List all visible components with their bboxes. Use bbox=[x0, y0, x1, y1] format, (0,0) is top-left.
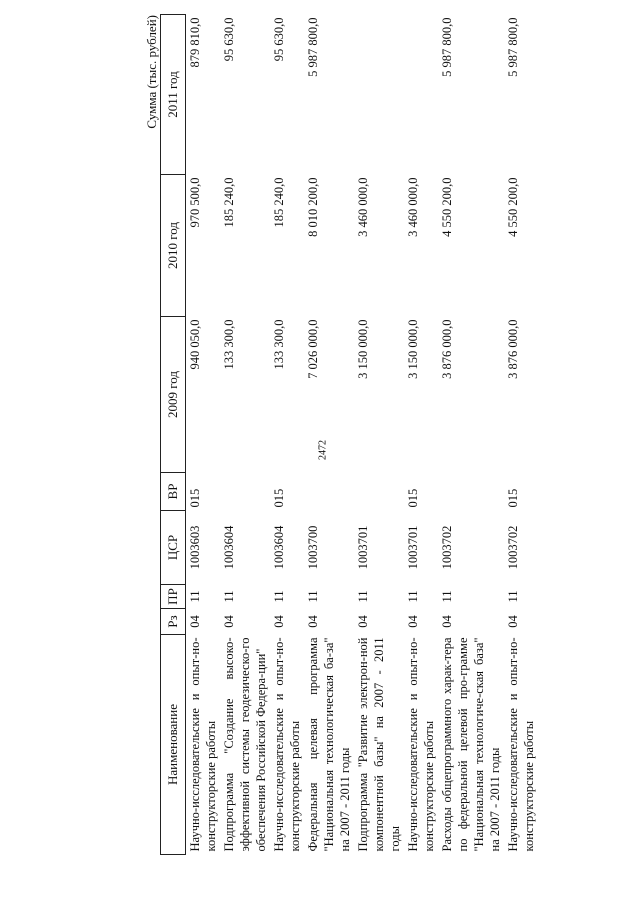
row-csr: 1003603 bbox=[188, 525, 202, 570]
header-2011: 2011 год bbox=[161, 15, 186, 175]
row-vr bbox=[438, 473, 504, 511]
row-rz: 04 bbox=[222, 615, 236, 628]
row-2010: 3 460 000,0 bbox=[356, 177, 370, 237]
row-vr bbox=[354, 473, 404, 511]
row-2011: 95 630,0 bbox=[272, 17, 286, 62]
header-2010: 2010 год bbox=[161, 175, 186, 317]
row-vr: 015 bbox=[188, 488, 202, 508]
row-rz: 04 bbox=[440, 615, 454, 628]
row-csr: 1003702 bbox=[506, 525, 520, 570]
table-row bbox=[270, 15, 304, 855]
row-2010: 4 550 200,0 bbox=[506, 177, 520, 237]
row-2009: 7 026 000,0 bbox=[306, 319, 320, 379]
row-rz: 04 bbox=[272, 615, 286, 628]
table-row bbox=[354, 15, 404, 855]
table-header-row bbox=[161, 15, 186, 855]
row-2011: 95 630,0 bbox=[222, 17, 236, 62]
table-row bbox=[404, 15, 438, 855]
row-2010: 8 010 200,0 bbox=[306, 177, 320, 237]
row-csr: 1003604 bbox=[272, 525, 286, 570]
row-csr: 1003702 bbox=[440, 525, 454, 570]
page-number: 2472 bbox=[317, 440, 329, 460]
row-name: Научно-исследовательские и опыт-но-конструкторские работы bbox=[406, 637, 436, 852]
row-csr: 1003700 bbox=[306, 525, 320, 570]
row-2011: 879 810,0 bbox=[188, 17, 202, 68]
row-2011: 5 987 800,0 bbox=[506, 17, 520, 77]
row-pr: 11 bbox=[440, 590, 454, 603]
row-rz: 04 bbox=[506, 615, 520, 628]
row-2009: 3 876 000,0 bbox=[506, 319, 520, 379]
row-2010: 185 240,0 bbox=[272, 177, 286, 228]
row-2011 bbox=[354, 15, 404, 175]
row-name: Научно-исследовательские и опыт-но-конструкторские работы bbox=[188, 637, 218, 852]
header-csr: ЦСР bbox=[161, 511, 186, 585]
row-pr: 11 bbox=[306, 590, 320, 603]
row-csr: 1003604 bbox=[222, 525, 236, 570]
row-2011: 5 987 800,0 bbox=[440, 17, 454, 77]
row-vr bbox=[304, 473, 354, 511]
row-vr: 015 bbox=[272, 488, 286, 508]
header-2009: 2009 год bbox=[161, 317, 186, 473]
row-name: Федеральная целевая программа "Национальная технологическая ба-за" на 2007 - 2011 годы bbox=[306, 637, 352, 852]
row-name: Подпрограмма "Создание высоко-эффективной системы геодезическо-го обеспечения Российской Федера-ции" bbox=[222, 637, 268, 852]
budget-table bbox=[160, 14, 538, 855]
row-csr: 1003701 bbox=[406, 525, 420, 570]
row-pr: 11 bbox=[272, 590, 286, 603]
row-rz: 04 bbox=[406, 615, 420, 628]
row-name: Научно-исследовательские и опыт-но-конструкторские работы bbox=[506, 637, 536, 852]
row-name: Научно-исследовательские и опыт-но-конструкторские работы bbox=[272, 637, 302, 852]
header-vr: ВР bbox=[161, 473, 186, 511]
row-csr: 1003701 bbox=[356, 525, 370, 570]
row-2009: 133 300,0 bbox=[272, 319, 286, 370]
units-label: Сумма (тыс. рублей) bbox=[144, 15, 159, 129]
table-row bbox=[438, 15, 504, 855]
row-2009: 3 876 000,0 bbox=[440, 319, 454, 379]
row-2009: 940 050,0 bbox=[188, 319, 202, 370]
row-pr: 11 bbox=[222, 590, 236, 603]
row-vr: 015 bbox=[506, 488, 520, 508]
header-rz: Рз bbox=[161, 609, 186, 635]
row-pr: 11 bbox=[188, 590, 202, 603]
row-2009: 3 150 000,0 bbox=[356, 319, 370, 379]
row-pr: 11 bbox=[406, 590, 420, 603]
row-2009: 133 300,0 bbox=[222, 319, 236, 370]
row-2010: 185 240,0 bbox=[222, 177, 236, 228]
row-2009: 3 150 000,0 bbox=[406, 319, 420, 379]
row-2010: 3 460 000,0 bbox=[406, 177, 420, 237]
row-2011 bbox=[404, 15, 438, 175]
row-rz: 04 bbox=[356, 615, 370, 628]
row-rz: 04 bbox=[306, 615, 320, 628]
header-pr: ПР bbox=[161, 585, 186, 609]
row-pr: 11 bbox=[506, 590, 520, 603]
row-2010: 4 550 200,0 bbox=[440, 177, 454, 237]
row-vr bbox=[220, 473, 270, 511]
row-rz: 04 bbox=[188, 615, 202, 628]
row-2010: 970 500,0 bbox=[188, 177, 202, 228]
rotated-page-content bbox=[120, 15, 560, 855]
table-row bbox=[504, 15, 538, 855]
table-row bbox=[304, 15, 354, 855]
header-name: Наименование bbox=[161, 635, 186, 855]
table-row bbox=[220, 15, 270, 855]
row-name: Подпрограмма "Развитие электрон-ной компонентной базы" на 2007 - 2011 годы bbox=[356, 637, 402, 852]
row-vr: 015 bbox=[406, 488, 420, 508]
table-row bbox=[186, 15, 221, 855]
row-name: Расходы общепрограммного харак-тера по федеральной целевой про-грамме "Национальная технологиче-ская база" на 2007 - 2011 годы bbox=[440, 637, 502, 852]
row-pr: 11 bbox=[356, 590, 370, 603]
row-2011: 5 987 800,0 bbox=[306, 17, 320, 77]
